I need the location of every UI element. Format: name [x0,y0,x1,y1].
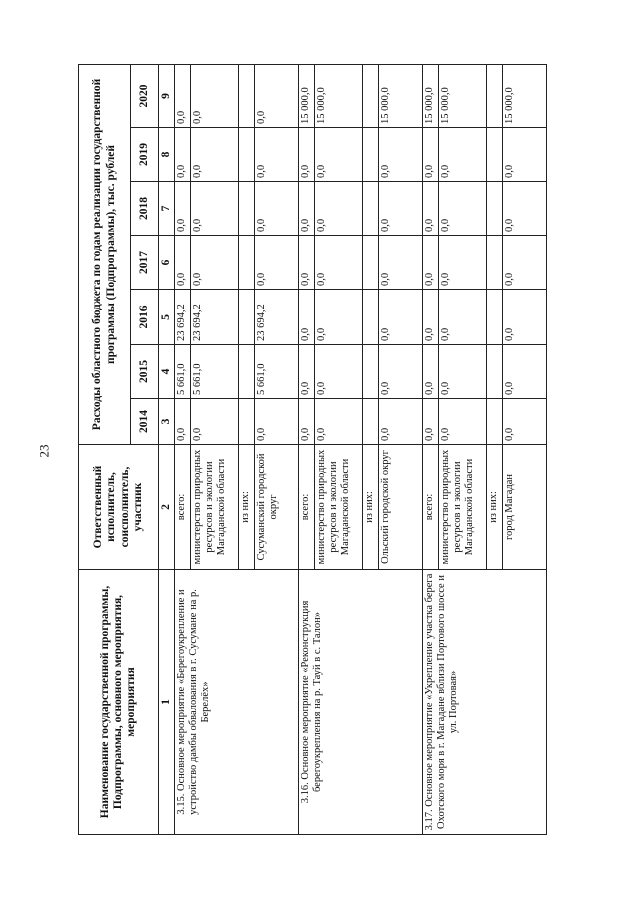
column-number: 9 [159,64,175,127]
budget-value-cell: 0,0 [191,128,239,182]
budget-value-cell [363,399,379,445]
executor-cell: министерство природных ресурсов и экологии Магаданской области [191,445,239,570]
budget-value-cell: 0,0 [175,64,191,127]
budget-value-cell: 0,0 [299,236,315,290]
budget-value-cell [487,182,503,236]
executor-cell: из них: [239,445,255,570]
budget-value-cell: 0,0 [175,182,191,236]
program-activity-name: 3.16. Основное мероприятие «Реконструкция берегоукрепления на р. Тауй в с. Талон» [299,570,423,835]
budget-value-cell: 0,0 [315,236,363,290]
year-header: 2019 [131,128,159,182]
budget-value-cell: 0,0 [315,345,363,399]
budget-value-cell: 0,0 [439,128,487,182]
budget-value-cell: 0,0 [423,182,439,236]
budget-value-cell: 0,0 [423,399,439,445]
budget-value-cell: 0,0 [439,182,487,236]
executor-cell: из них: [487,445,503,570]
budget-value-cell [239,182,255,236]
budget-value-cell: 0,0 [503,290,547,345]
executor-cell: всего: [423,445,439,570]
budget-value-cell [487,345,503,399]
column-number: 3 [159,399,175,445]
table-row [299,64,315,834]
year-header: 2015 [131,345,159,399]
budget-value-cell: 5 661,0 [175,345,191,399]
page-number: 23 [36,444,52,458]
budget-value-cell: 0,0 [255,182,299,236]
budget-value-cell: 0,0 [423,236,439,290]
budget-value-cell: 15 000,0 [423,64,439,127]
program-activity-name: 3.15. Основное мероприятие «Берегоукрепление и устройство дамбы обвалования в г. Сусумане на р. Берелёх» [175,570,299,835]
budget-value-cell: 0,0 [191,64,239,127]
budget-value-cell [363,290,379,345]
executor-cell: из них: [363,445,379,570]
table-row [175,64,191,834]
budget-value-cell: 0,0 [423,128,439,182]
budget-value-cell: 0,0 [379,290,423,345]
budget-value-cell [487,290,503,345]
budget-value-cell: 0,0 [423,290,439,345]
budget-value-cell [239,128,255,182]
budget-value-cell: 15 000,0 [503,64,547,127]
budget-value-cell: 0,0 [299,182,315,236]
budget-value-cell: 0,0 [439,345,487,399]
budget-value-cell: 0,0 [175,399,191,445]
budget-value-cell: 23 694,2 [255,290,299,345]
rotated-page-content [78,65,598,835]
budget-value-cell: 5 661,0 [255,345,299,399]
budget-value-cell: 0,0 [503,236,547,290]
budget-value-cell: 0,0 [191,399,239,445]
table-row [423,64,439,834]
budget-value-cell: 0,0 [315,182,363,236]
budget-value-cell: 0,0 [315,399,363,445]
budget-value-cell [363,182,379,236]
budget-value-cell: 15 000,0 [315,64,363,127]
budget-value-cell [239,290,255,345]
executor-cell: министерство природных ресурсов и экологии Магаданской области [439,445,487,570]
budget-value-cell: 0,0 [439,290,487,345]
budget-value-cell: 0,0 [379,182,423,236]
header-name: Наименование государственной программы, Подпрограммы, основного мероприятия, мероприятия [79,570,159,835]
budget-value-cell [239,399,255,445]
budget-value-cell: 0,0 [439,236,487,290]
budget-value-cell: 0,0 [379,345,423,399]
executor-cell: Ольский городской округ [379,445,423,570]
budget-value-cell: 0,0 [379,399,423,445]
budget-value-cell [487,236,503,290]
budget-value-cell [363,64,379,127]
budget-value-cell: 0,0 [503,345,547,399]
year-header: 2014 [131,399,159,445]
year-header: 2017 [131,236,159,290]
budget-value-cell: 23 694,2 [175,290,191,345]
budget-value-cell: 0,0 [255,128,299,182]
budget-value-cell [487,64,503,127]
budget-value-cell: 0,0 [299,128,315,182]
budget-value-cell: 0,0 [175,236,191,290]
column-number: 4 [159,345,175,399]
budget-value-cell: 0,0 [423,345,439,399]
budget-value-cell: 0,0 [379,128,423,182]
budget-value-cell: 0,0 [299,399,315,445]
year-header: 2020 [131,64,159,127]
column-number: 6 [159,236,175,290]
budget-value-cell: 0,0 [191,236,239,290]
budget-table [78,64,547,835]
executor-cell: город Магадан [503,445,547,570]
budget-value-cell: 0,0 [379,236,423,290]
budget-value-cell: 5 661,0 [191,345,239,399]
budget-value-cell [239,64,255,127]
budget-value-cell: 15 000,0 [299,64,315,127]
budget-value-cell: 0,0 [299,290,315,345]
header-budget: Расходы областного бюджета по годам реализации государственной программы (Подпрограммы), тыс. рублей [79,64,131,444]
column-number: 8 [159,128,175,182]
column-number: 2 [159,445,175,570]
budget-value-cell: 0,0 [255,399,299,445]
budget-value-cell: 0,0 [503,182,547,236]
budget-value-cell: 0,0 [255,64,299,127]
budget-value-cell [239,236,255,290]
executor-cell: всего: [175,445,191,570]
budget-value-cell [363,236,379,290]
budget-value-cell: 15 000,0 [379,64,423,127]
budget-value-cell: 0,0 [503,128,547,182]
budget-value-cell: 0,0 [503,399,547,445]
budget-value-cell [363,345,379,399]
budget-value-cell: 15 000,0 [439,64,487,127]
budget-value-cell: 0,0 [299,345,315,399]
budget-value-cell [487,128,503,182]
budget-value-cell: 23 694,2 [191,290,239,345]
year-header: 2016 [131,290,159,345]
budget-value-cell [487,399,503,445]
year-header: 2018 [131,182,159,236]
executor-cell: министерство природных ресурсов и экологии Магаданской области [315,445,363,570]
column-number: 5 [159,290,175,345]
budget-value-cell [239,345,255,399]
budget-value-cell: 0,0 [315,290,363,345]
column-number: 7 [159,182,175,236]
budget-value-cell: 0,0 [439,399,487,445]
program-activity-name: 3.17. Основное мероприятие «Укрепление участка берега Охотского моря в г. Магадане вблизи Портового шоссе и ул. Портовая» [423,570,547,835]
budget-value-cell: 0,0 [255,236,299,290]
header-executor: Ответственный исполнитель, соисполнитель, участник [79,445,159,570]
column-number: 1 [159,570,175,835]
executor-cell: Сусуманский городской округ [255,445,299,570]
budget-value-cell: 0,0 [315,128,363,182]
budget-value-cell: 0,0 [175,128,191,182]
executor-cell: всего: [299,445,315,570]
budget-value-cell [363,128,379,182]
budget-value-cell: 0,0 [191,182,239,236]
